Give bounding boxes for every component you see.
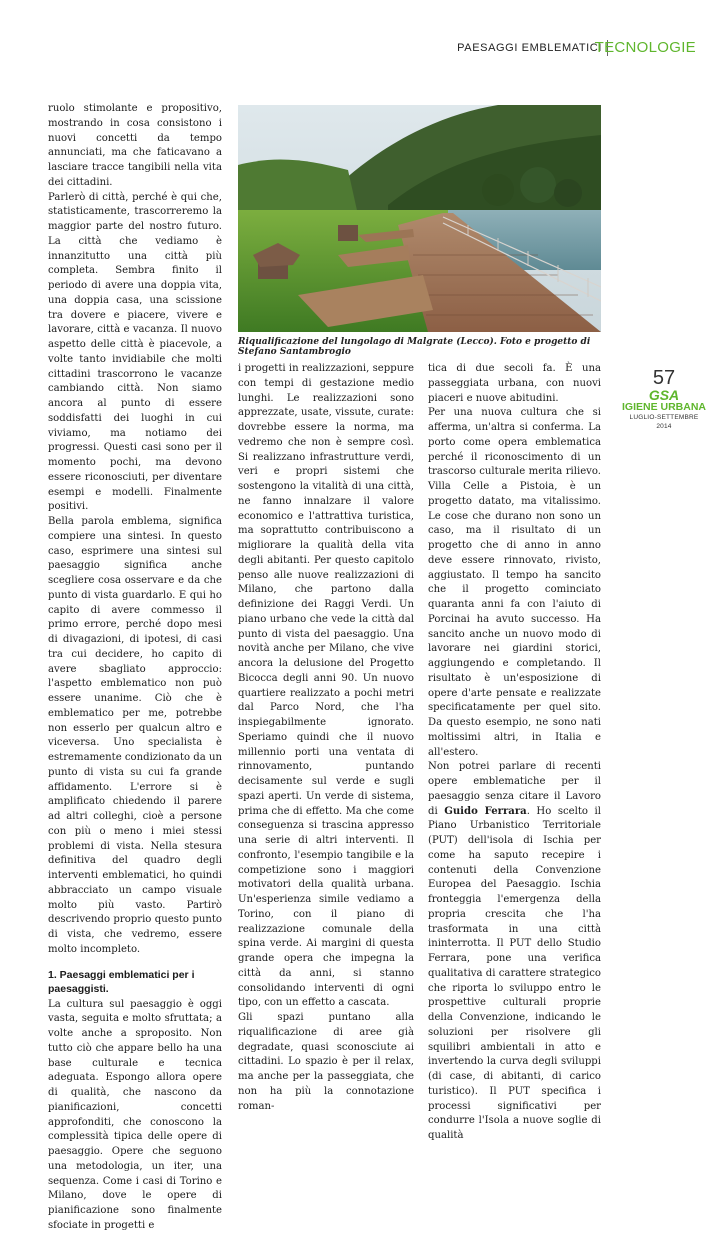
issue-date: LUGLIO-SETTEMBRE 2014	[629, 414, 699, 430]
text-column-3	[428, 362, 601, 1144]
text-column-2	[238, 362, 414, 1114]
page-number: 57	[652, 367, 676, 389]
text-run: Non potrei parlare di recenti opere emblematiche per il paesaggio senza citare il Lavoro di	[428, 761, 601, 817]
paragraph: Gli spazi puntano alla riqualificazione di aree già degradate, quasi sconosciute ai cittadini. Lo spazio è per il relax, ma anche per la passeggiata, che non ha più la connotazione roman-	[238, 1012, 414, 1112]
section-label: PAESAGGI EMBLEMATICI	[457, 42, 602, 54]
brand-logo: GSA	[648, 387, 680, 403]
photo-illustration	[238, 105, 601, 332]
paragraph: ruolo stimolante e propositivo, mostrando in cosa consistono i nuovi concetti da tempo annunciati, ma che faticavano a lasciare tracce tangibili nella vita dei cittadini.	[48, 103, 222, 188]
paragraph: tica di due secoli fa. È una passeggiata urbana, con nuovi piaceri e nuove abitudini.	[428, 363, 601, 404]
magazine-name: IGIENE URBANA	[622, 401, 707, 413]
text-column-1	[48, 102, 222, 1234]
page-header	[0, 38, 726, 60]
text-run: . Ho scelto il Piano Urbanistico Territoriale (PUT) dell'isola di Ischia per come ha saputo recepire i contenuti della Convenzione Europea del Paesaggio. Ischia fronteggia l'emergenza della propria crescita che l'ha trasformata in una città ininterrotta. Il PUT dello Studio Ferrara, pone una verifica qualitativa di carattere strategico che riporta lo sviluppo entro le prospettive culturali proprie della Convenzione, indicando le soluzioni per risolvere gli squilibri ambientali in atto e invertendo la curva degli sviluppi (di case, di abitanti, di carico turistico). Il PUT specifica i processi significativi per condurre l'Isola a nuove soglie di qualità	[428, 805, 601, 1141]
paragraph: Per una nuova cultura che si afferma, un'altra si conferma. La porto come opera emblematica perché il riconoscimento di un trascorso culturale merita rilievo. Villa Celle a Pistoia, è un progetto datato, ma vitalissimo. Le cose che durano non sono un caso, ma il risultato di un progetto che di anno in anno deve essere rinnovato, rivisto, aggiustato. Il tempo ha sancito che il progetto cominciato quaranta anni fa con l'aiuto di Porcinai ha avuto successo. Ha sancito anche un nuovo modo di lavorare nei giardini storici, aggiungendo e completando. Il risultato è un'esposizione di opere d'arte pensate e realizzate specificatamente per quel sito. Da questo esempio, ne sono nati moltissimi altri, in Italia e all'estero.	[428, 407, 601, 758]
section-heading: 1. Paesaggi emblematici per i paesaggisti.	[48, 968, 195, 995]
paragraph: i progetti in realizzazioni, seppure con tempi di gestazione medio lunghi. Le realizzazioni sono apprezzate, usate, vissute, curate: dovrebbe essere la norma, ma vedremo che non è sempre così. Si realizzano infrastrutture verdi, veri e propri sistemi che sostengono la vitalità di una città, ne fanno innalzare il valore economico e l'attrattiva turistica, ma soprattutto contribuiscono a migliorare la qualità della vita degli abitanti. Per questo capitolo penso alle nuove realizzazioni di Milano, che partono dalla definizione dei Raggi Verdi. Un piano urbano che vede la città dal punto di vista del paesaggio. Una novità anche per Milano, che vive ancora la delusione del Progetto Bicocca degli anni 90. Un nuovo quartiere realizzato a pochi metri dal Parco Nord, che l'ha inspiegabilmente ignorato. Speriamo quindi che il nuovo millennio porti una ventata di rinnovamento, puntando decisamente sul verde e sugli spazi aperti. Un verde di sistema, prima che di effetto. Ma che come conseguenza si trascina appresso una serie di altri interventi. Il confronto, l'esempio tangibile e la competizione sono i maggiori motivatori della qualità urbana. Un'esperienza simile vediamo a Torino, con il piano di realizzazione comunale della spina verde. Ai margini di questa grande opera che impegna la città da anni, si stanno consolidando interventi di ogni tipo, con un effetto a cascata.	[238, 363, 414, 1009]
paragraph: Bella parola emblema, significa compiere una sintesi. In questo caso, esprimere una sintesi sul paesaggio significa anche scegliere cosa osservare e da che punto di vista guardarlo. E qui ho capito di avere commesso il primo errore, perché dopo mesi di divagazioni, di ipotesi, di casi tra cui decidere, ho capito di avere sbagliato approccio: l'aspetto emblematico non può essere unanime. Ciò che è emblematico per me, potrebbe non esserlo per qualcun altro e viceversa. Uno specialista è estremamente condizionato da un punto di vista su cui fa grande affidamento. L'errore si è amplificato chiedendo il parere ad altri colleghi, cioè a persone con più o meno i miei stessi problemi di vista. Nella stesura definitiva del quadro degli interventi emblematici, ho quindi abbracciato un campo visuale molto più vasto. Partirò descrivendo proprio questo punto di vista, che vedremo, essere molto incompleto.	[48, 516, 222, 955]
page-info	[622, 368, 706, 431]
paragraph: La cultura sul paesaggio è oggi vasta, seguita e molto sfruttata; a volte anche a sproposito. Non tutto ciò che appare bello ha una base culturale e tecnica adeguata. Espongo allora opere di qualità, che nascono da pianificazioni, concetti approfonditi, che conoscono la complessità tipica delle opere di paesaggio. Opere che seguono una metodologia, un iter, una sequenza. Come i casi di Torino e Milano, dove le opere di pianificazione sono finalmente sfociate in progetti e	[48, 998, 222, 1231]
paragraph	[428, 760, 601, 1144]
author-name: Guido Ferrara	[444, 805, 527, 817]
paragraph: Parlerò di città, perché è qui che, statisticamente, trascorreremo la maggior parte del nostro futuro. La città che vediamo è innanzitutto una città più completa. Sembra finito il periodo di avere una doppia vita, una doppia casa, una scissione tra dovere e piacere, vivere e lavorare, città e vacanza. Il nuovo aspetto delle città è piacevole, a volte tanto invidiabile che molti cittadini trascorrono le vacanze cambiando città. Non siamo ancora al punto di essere soddisfatti dei luoghi in cui viviamo, ma notiamo dei progressi. Questi casi sono per il momento pochi, ma devono essere riconosciuti, per diventare esempi e modelli. Finalmente positivi.	[48, 191, 222, 513]
category-tag: TECNOLOGIE	[594, 39, 696, 56]
lakeside-promenade-photo	[238, 105, 601, 332]
photo-caption: Riqualificazione del lungolago di Malgrate (Lecco). Foto e progetto di Stefano Santambrogio	[238, 337, 591, 357]
